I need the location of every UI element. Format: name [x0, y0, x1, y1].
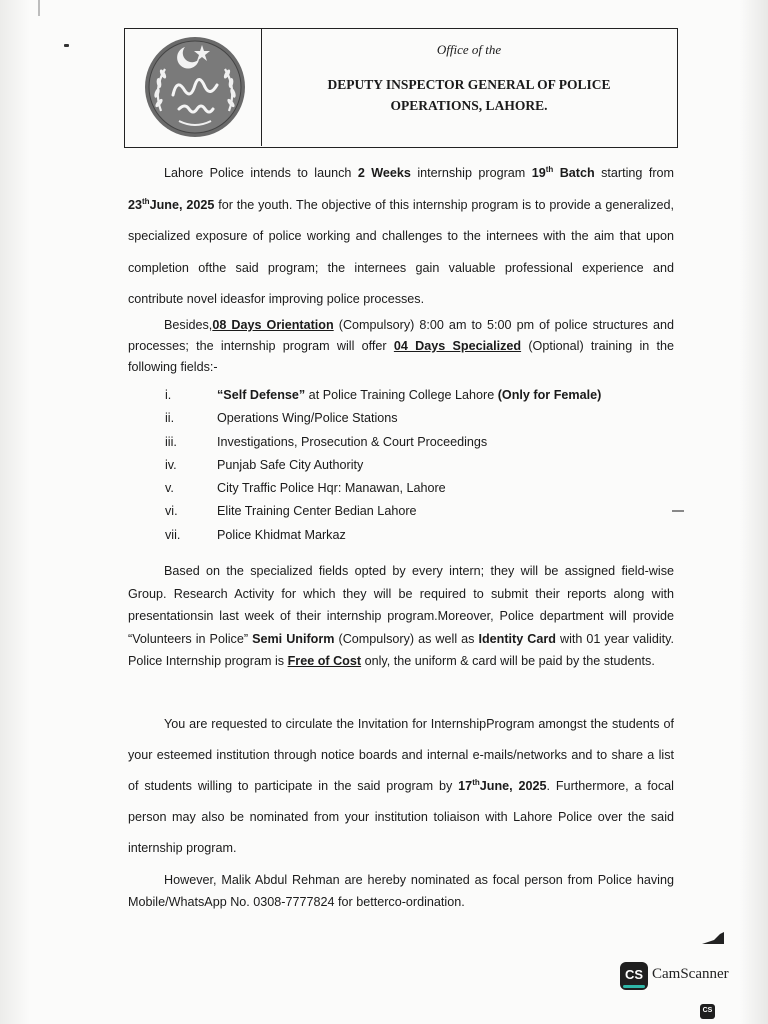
office-of-label: Office of the — [436, 42, 502, 57]
scan-dot — [64, 44, 69, 47]
camscanner-small-logo: CS — [700, 1004, 715, 1019]
office-title — [261, 74, 677, 116]
camscanner-logo: CS — [620, 962, 648, 990]
paragraph-orientation: Besides,08 Days Orientation (Compulsory) 8:00 am to 5:00 pm of police structures and processes; the internship program will offer 04 Days Specialized (Optional) training in the following fields:- — [128, 318, 675, 374]
camscanner-watermark: CamScanner — [652, 966, 729, 982]
list-item: vii. Police Khidmat Markaz — [165, 527, 346, 542]
ink-mark-icon — [700, 930, 726, 946]
paragraph-intro: Lahore Police intends to launch 2 Weeks internship program 19th Batch starting from 23thJune, 2025 for the youth. The objective of this internship program is to provide a generalized, specialized exposure of police working and challenges to the internees with the aim that upon completion ofthe said program; the internees gain valuable professional experience and contribute novel ideasfor improving police processes. — [128, 164, 675, 306]
police-emblem-icon — [139, 33, 251, 139]
paragraph-research-uniform: Based on the specialized fields opted by every intern; they will be assigned field-wise Group. Research Activity for which they will be required to submit their reports along with presentationsin last week of their internship program.Moreover, Police department will provide “Volunteers in Police” Semi Uniform (Compulsory) as well as Identity Card with 01 year validity. Police Internship program is Free of Cost only, the uniform & card will be paid by the students. — [128, 564, 675, 668]
logo-cell — [125, 29, 262, 146]
paragraph-request: You are requested to circulate the Invitation for InternshipProgram amongst the students of your esteemed institution through notice boards and internal e-mails/networks and to share a list of students willing to participate in the said program by 17thJune, 2025. Furthermore, a focal person may also be nominated from your institution toliaison with Lahore Police over the said internship program. — [128, 717, 674, 855]
scan-edge-mark — [38, 0, 40, 16]
list-item: ii. Operations Wing/Police Stations — [165, 411, 398, 426]
office-title-line2: OPERATIONS, LAHORE. — [390, 98, 548, 113]
list-item: v. City Traffic Police Hqr: Manawan, Lahore — [165, 481, 446, 496]
list-item: i. “Self Defense” at Police Training College Lahore (Only for Female) — [165, 388, 602, 402]
list-item: iii. Investigations, Prosecution & Court Proceedings — [165, 434, 488, 449]
office-title-line1: DEPUTY INSPECTOR GENERAL OF POLICE — [327, 77, 611, 92]
letterhead-box — [124, 28, 678, 148]
training-fields-list — [165, 384, 685, 547]
paragraph-focal-person: However, Malik Abdul Rehman are hereby nominated as focal person from Police having Mobile/WhatsApp No. 0308-7777824 for betterco-ordination. — [128, 873, 674, 909]
list-item: vi. Elite Training Center Bedian Lahore — [165, 504, 417, 519]
list-item: iv. Punjab Safe City Authority — [165, 457, 364, 472]
